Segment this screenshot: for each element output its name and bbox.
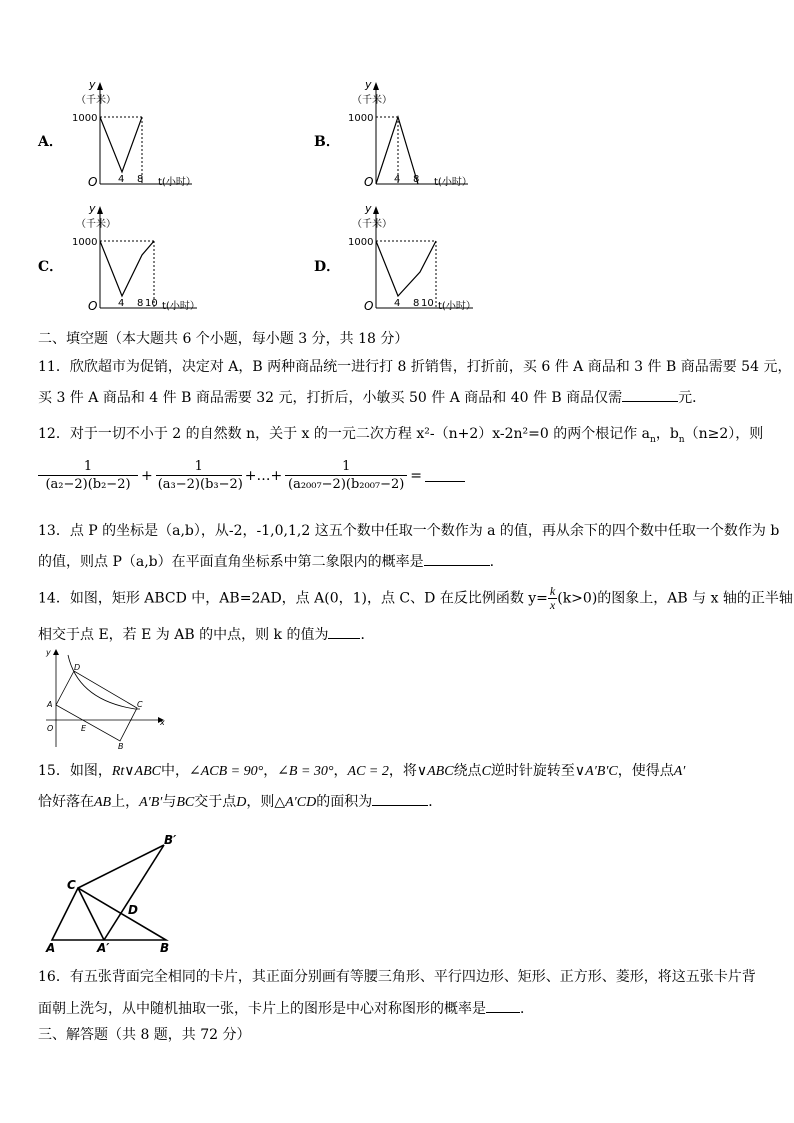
q15-t5: 逆时针旋转至 <box>490 763 575 779</box>
q14-line2 <box>38 624 374 644</box>
q15-t4: 绕点 <box>453 763 482 779</box>
option-a-graph <box>72 76 232 196</box>
origin-label: O <box>364 175 374 189</box>
q15-t2: 中， <box>160 763 189 779</box>
q12-formula <box>38 458 465 493</box>
q16-text-b: ． <box>520 1001 534 1017</box>
q12-den-3: (a₂₀₀₇−2)(b₂₀₀₇−2) <box>288 477 405 492</box>
q11-line2-text: 买 3 件 A 商品和 4 件 B 商品需要 32 元，打折后，小敏买 50 件 A 商品和 40 件 B 商品仅需 <box>38 390 623 406</box>
q12-sub-n2: n <box>678 434 685 445</box>
q15-t9: 与 <box>162 794 177 810</box>
q15-tri2: ∨A′B′C <box>574 764 618 779</box>
q12-den-2: (a₃−2)(b₃−2) <box>157 477 243 492</box>
q15-t1: 15．如图， <box>38 763 112 779</box>
fig14-O: O <box>47 724 54 733</box>
q15-tri1: ∨ABC <box>416 764 454 779</box>
fig15-B1: B′ <box>164 833 177 847</box>
tick-4: 4 <box>118 298 125 309</box>
option-c-graph <box>72 200 232 320</box>
q15-tri3: △A′CD <box>274 795 317 810</box>
fig14-A: A <box>47 700 53 709</box>
q13-text-a: 的值，则点 P（a,b）在平面直角坐标系中第二象限内的概率是 <box>38 554 424 570</box>
q15-t7: 恰好落在 <box>38 794 94 810</box>
fig15-B: B <box>160 941 170 955</box>
y-tick-1000: 1000 <box>348 237 374 248</box>
option-b-label: B． <box>314 134 340 150</box>
q15-figure <box>40 830 190 955</box>
q12-fraction-2 <box>156 458 242 493</box>
y-axis-label: y <box>89 202 96 215</box>
q12-den-1: (a₂−2)(b₂−2) <box>45 477 131 492</box>
fig14-x: x <box>160 718 165 727</box>
fig15-A: A <box>46 941 56 955</box>
q12-num-3: 1 <box>285 458 407 476</box>
q12-fraction-1 <box>38 458 138 493</box>
y-axis-label: y <box>365 78 372 91</box>
q15-t8: 上， <box>111 794 140 810</box>
y-tick-1000: 1000 <box>72 113 98 124</box>
q11-line2 <box>38 387 706 407</box>
fig14-D: D <box>74 663 81 672</box>
q15-comma2: ， <box>333 763 348 779</box>
q15-t12: 的面积为 <box>316 794 373 810</box>
tick-4: 4 <box>394 298 401 309</box>
q14-text-b: (k>0)的图象上，AB 与 x 轴的正半轴 <box>557 590 793 607</box>
q13-line1: 13．点 P 的坐标是（a,b），从-2，-1,0,1,2 这五个数中任取一个数作为 a 的值，再从余下的四个数中任取一个数作为 b <box>38 523 780 539</box>
x-axis-label: t(小时） <box>162 301 200 312</box>
q15-seg-bc: BC <box>176 795 195 810</box>
tick-4: 4 <box>394 174 401 185</box>
y-unit-label: （千米） <box>76 219 116 230</box>
q12-equals: = <box>410 467 422 484</box>
fig14-B: B <box>118 742 124 751</box>
origin-label: O <box>88 175 98 189</box>
q11-line1: 11．欣欣超市为促销，决定对 A，B 两种商品统一进行打 8 折销售，打折前，买 6 件 A 商品和 3 件 B 商品需要 54 元， <box>38 359 792 375</box>
tick-8: 8 <box>137 174 144 185</box>
q14-text-a: 14．如图，矩形 ABCD 中，AB=2AD，点 A(0，1)，点 C、D 在反比例函数 y= <box>38 590 548 607</box>
q12-num-1: 1 <box>38 458 138 476</box>
tick-8: 8 <box>413 174 420 185</box>
q16-line2 <box>38 998 534 1018</box>
y-unit-label: （千米） <box>352 95 392 106</box>
q15-pt-c: C <box>481 764 491 779</box>
q16-text-a: 面朝上洗匀，从中随机抽取一张，卡片上的图形是中心对称图形的概率是 <box>38 1001 486 1017</box>
q15-t11: ，则 <box>246 794 275 810</box>
q13-line2 <box>38 551 494 571</box>
q12-text-c: （n≥2），则 <box>684 426 764 442</box>
fig14-E: E <box>81 724 87 733</box>
q15-comma1: ， <box>263 763 278 779</box>
q14-frac-num: k <box>549 584 556 598</box>
q15-seg-ab: AB <box>94 795 112 810</box>
y-axis-label: y <box>89 78 96 91</box>
q16-answer-blank[interactable] <box>486 1000 520 1013</box>
section-3-header: 三、解答题（共 8 题，共 72 分） <box>38 1027 251 1043</box>
x-axis-label: t(小时） <box>158 177 196 188</box>
q15-angle2: ∠B = 30° <box>277 764 334 779</box>
fig14-y: y <box>46 648 51 657</box>
q14-text-c: 相交于点 E，若 E 为 AB 的中点，则 k 的值为 <box>38 627 329 643</box>
y-axis-label: y <box>365 202 372 215</box>
q15-angle1: ∠ACB = 90° <box>188 764 264 779</box>
q15-pt-a: A′ <box>673 764 686 779</box>
q14-fraction-kx <box>548 585 557 612</box>
tick-10: 10 <box>145 298 158 309</box>
q15-ac: AC = 2 <box>347 764 389 779</box>
origin-label: O <box>88 299 98 313</box>
y-tick-1000: 1000 <box>348 113 374 124</box>
q12-num-2: 1 <box>156 458 242 476</box>
q15-line1 <box>38 760 685 780</box>
section-2-header: 二、填空题（本大题共 6 个小题，每小题 3 分，共 18 分） <box>38 331 409 347</box>
fig15-D: D <box>128 903 138 917</box>
q14-answer-blank[interactable] <box>328 626 360 639</box>
y-unit-label: （千米） <box>76 95 116 106</box>
q12-fraction-3 <box>285 458 407 493</box>
q15-t3: ，将 <box>388 763 417 779</box>
option-c-label: C． <box>38 259 64 275</box>
tick-10: 10 <box>421 298 434 309</box>
q15-seg-a1b1: A′B′ <box>139 795 163 810</box>
q12-ellipsis: +…+ <box>244 467 283 484</box>
q15-t13: ． <box>428 794 443 810</box>
q14-line1 <box>38 585 793 612</box>
q12-text-b: ，b <box>655 426 679 442</box>
q15-answer-blank[interactable] <box>372 793 428 806</box>
q11-answer-blank[interactable] <box>622 389 678 402</box>
fig15-C: C <box>67 878 76 892</box>
origin-label: O <box>364 299 374 313</box>
q11-line2-end: 元． <box>678 390 707 406</box>
q15-pt-d: D <box>236 795 247 810</box>
q15-t10: 交于点 <box>194 794 237 810</box>
option-d-graph <box>348 200 508 320</box>
q12-sub-n: n <box>650 434 656 445</box>
fig14-C: C <box>137 700 143 709</box>
q13-text-b: . <box>489 554 495 570</box>
q15-rt: Rt∨ABC <box>111 764 161 779</box>
q15-line2 <box>38 791 442 811</box>
q12-text-a: 12．对于一切不小于 2 的自然数 n，关于 x 的一元二次方程 x²-（n+2）x-2n²=0 的两个根记作 a <box>38 426 651 442</box>
option-d-label: D． <box>314 259 341 275</box>
tick-4: 4 <box>118 174 125 185</box>
q14-frac-den: x <box>549 598 556 612</box>
q12-line1 <box>38 423 763 445</box>
q12-answer-blank[interactable] <box>425 469 465 482</box>
q14-text-d: ． <box>360 627 375 643</box>
option-a-label: A． <box>38 134 63 150</box>
option-b-graph <box>348 76 508 196</box>
y-tick-1000: 1000 <box>72 237 98 248</box>
q13-answer-blank[interactable] <box>424 553 490 566</box>
q15-t6: ，使得点 <box>617 763 674 779</box>
tick-8: 8 <box>137 298 144 309</box>
x-axis-label: t(小时） <box>434 177 472 188</box>
fig15-A1: A′ <box>97 941 110 955</box>
q12-plus: + <box>141 467 153 484</box>
x-axis-label: t(小时） <box>438 301 476 312</box>
tick-8: 8 <box>413 298 420 309</box>
q14-figure <box>40 645 170 750</box>
y-unit-label: （千米） <box>352 219 392 230</box>
q16-line1: 16．有五张背面完全相同的卡片，其正面分别画有等腰三角形、平行四边形、矩形、正方形、菱形，将这五张卡片背 <box>38 969 756 985</box>
